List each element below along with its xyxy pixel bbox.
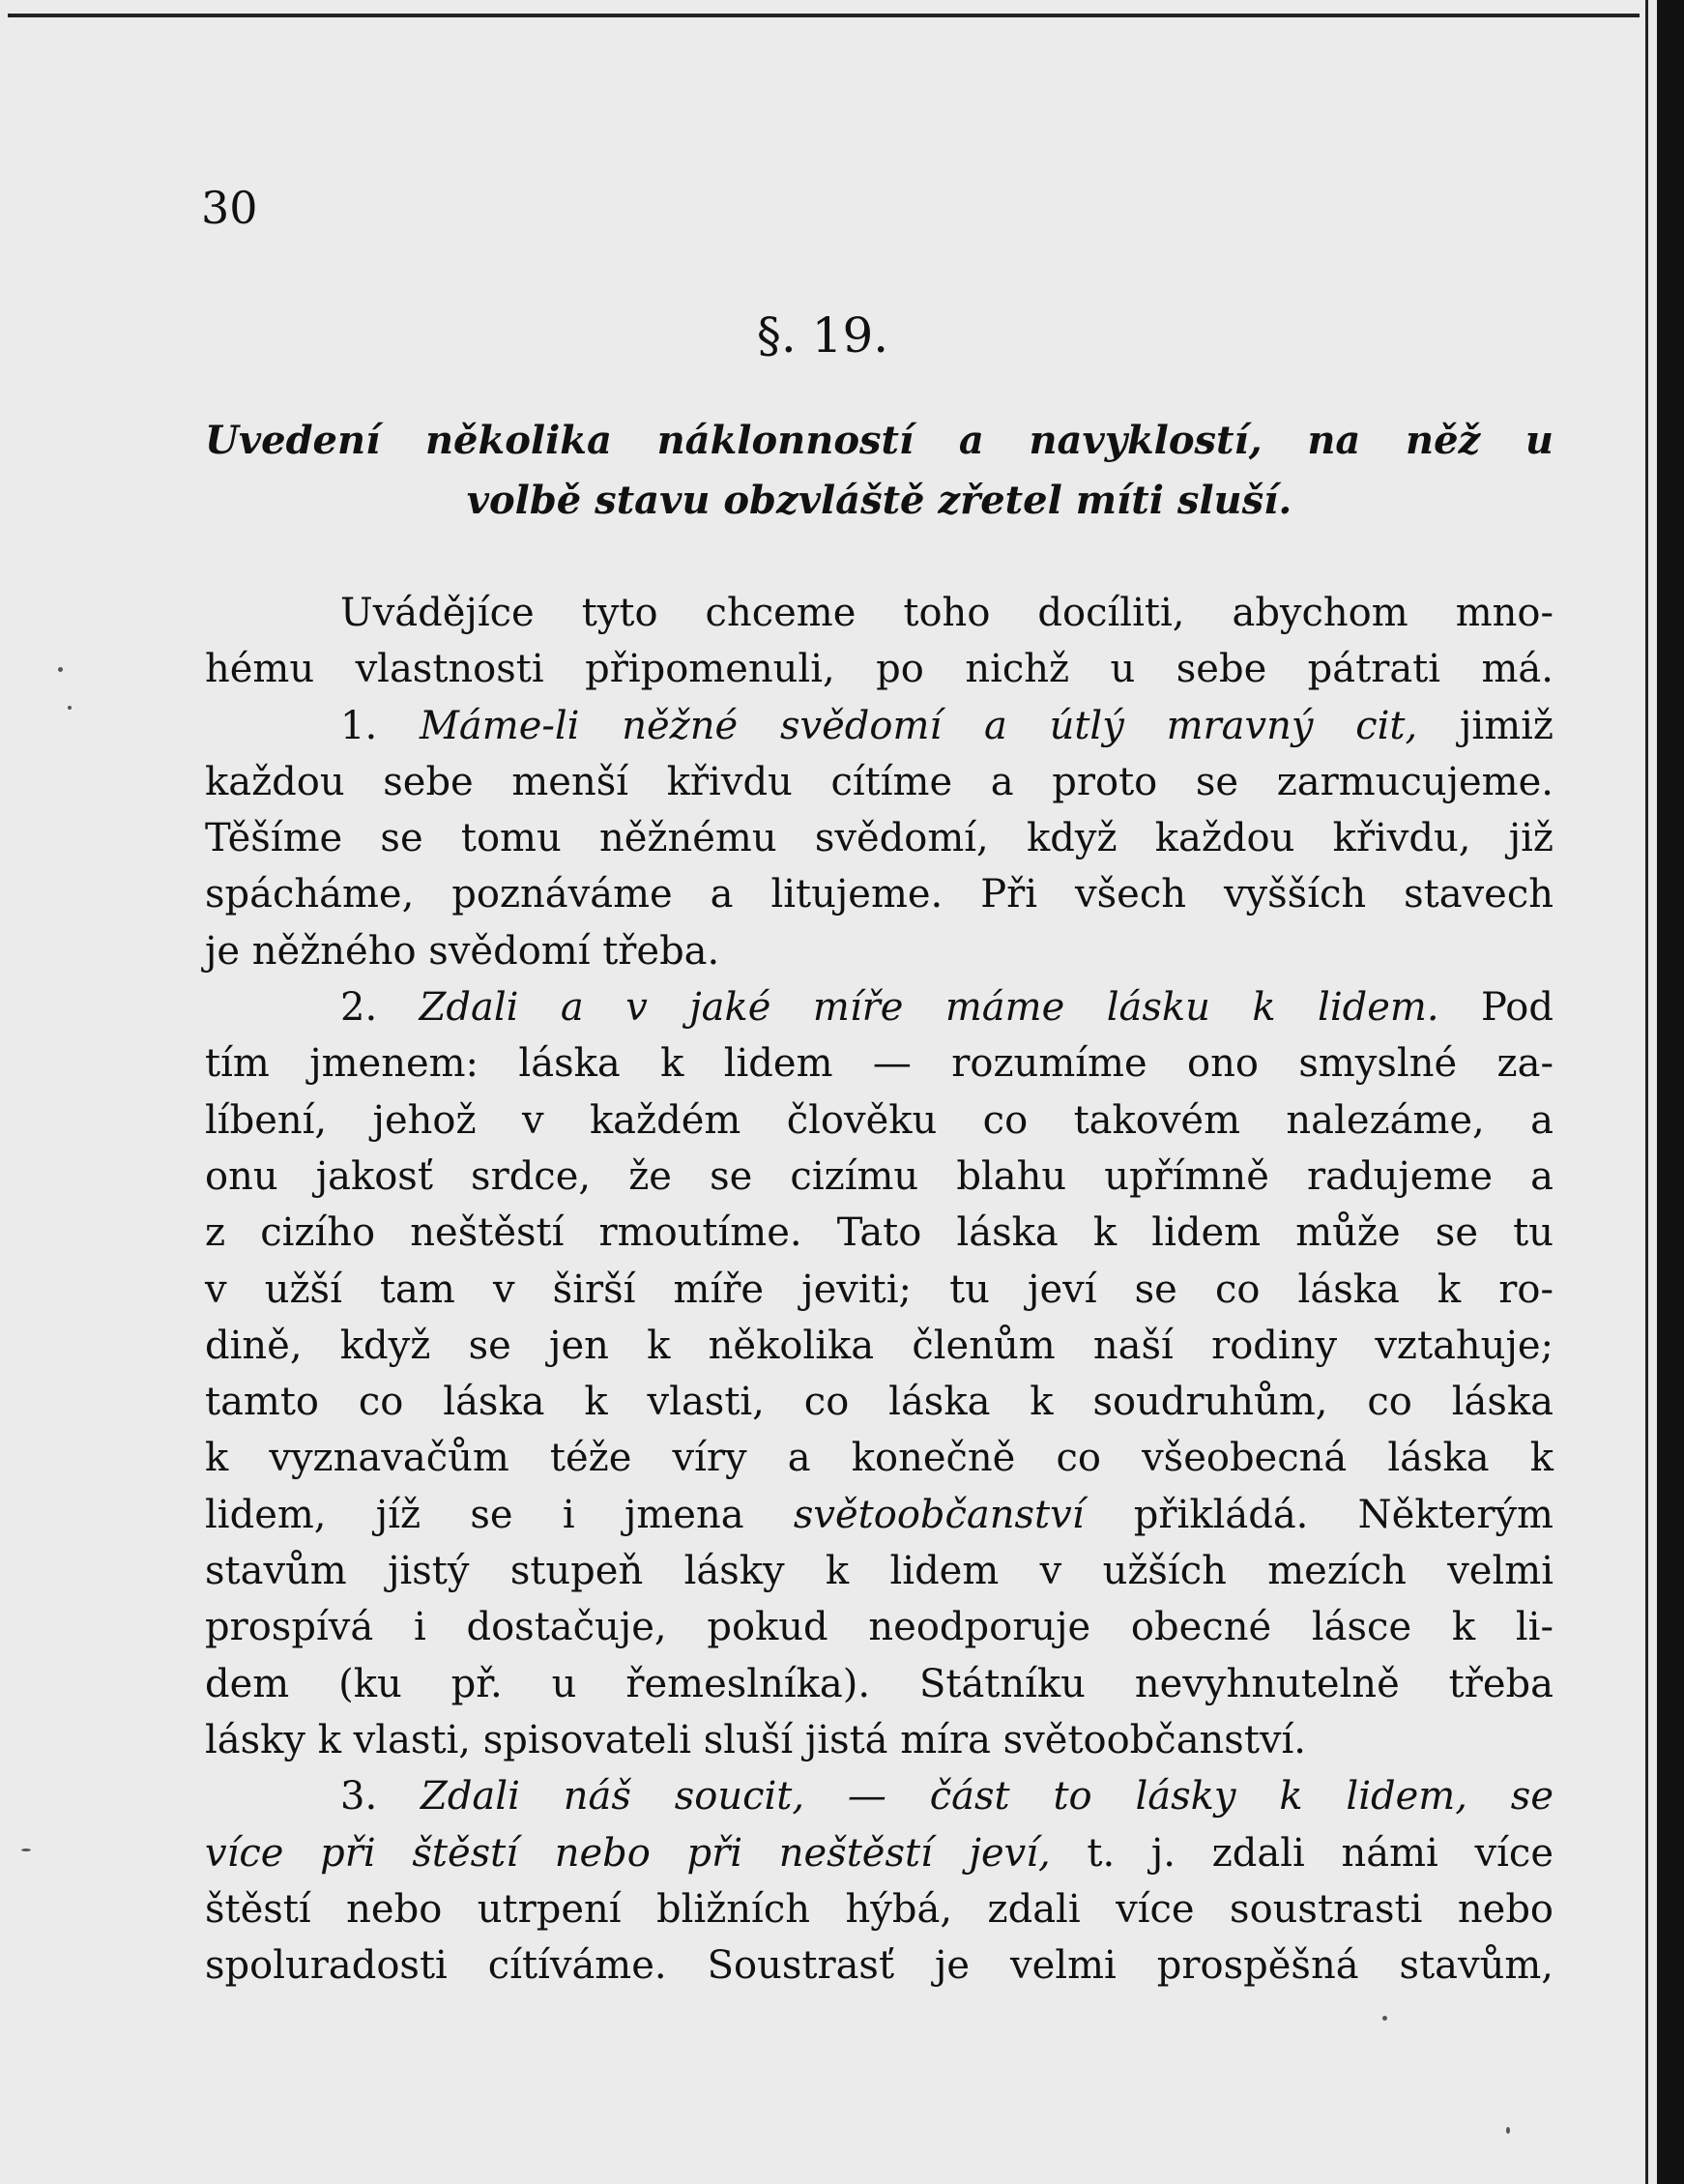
text-line: v užší tam v širší míře jeviti; tu jeví se co láska k ro- <box>205 1267 1553 1312</box>
text-line: štěstí nebo utrpení bližních hýbá, zdali více soustrasti nebo <box>205 1886 1553 1932</box>
text-line: prospívá i dostačuje, pokud neodporuje obecné lásce k li- <box>205 1605 1553 1650</box>
scan-speck <box>1506 2127 1510 2134</box>
body-text <box>205 585 1553 1994</box>
text-line: je něžného svědomí třeba. <box>205 928 720 974</box>
section-heading <box>205 411 1553 531</box>
text-line: 2. Zdali a v jaké míře máme lásku k lidem. Pod <box>340 985 1553 1031</box>
text-line: dem (ku př. u řemeslníka). Státníku nevyhnutelně třeba <box>205 1661 1553 1706</box>
text-line: 1. Máme-li něžné svědomí a útlý mravný cit, jimiž <box>340 703 1553 748</box>
text-line: spácháme, poznáváme a litujeme. Při všech vyšších stavech <box>205 872 1553 917</box>
scan-speck <box>68 706 72 710</box>
text-line: k vyznavačům téže víry a konečně co všeobecná láska k <box>205 1436 1553 1481</box>
scan-right-edge <box>1645 0 1684 2184</box>
text-line: hému vlastnosti připomenuli, po nichž u sebe pátrati má. <box>205 647 1553 692</box>
scan-speck <box>21 1849 31 1851</box>
text-line: stavům jistý stupeň lásky k lidem v užších mezích velmi <box>205 1549 1553 1594</box>
text-line: z cizího neštěstí rmoutíme. Tato láska k lidem může se tu <box>205 1210 1553 1256</box>
heading-line: volbě stavu obzvláště zřetel míti sluší. <box>466 478 1292 523</box>
text-line: Těšíme se tomu něžnému svědomí, když každou křivdu, již <box>205 816 1553 861</box>
text-line: lidem, jíž se i jmena světoobčanství přikládá. Některým <box>205 1492 1553 1537</box>
page-number: 30 <box>201 182 258 234</box>
text-line: lásky k vlasti, spisovateli sluší jistá míra světoobčanství. <box>205 1717 1307 1762</box>
text-line: spoluradosti cítíváme. Soustrasť je velmi prospěšná stavům, <box>205 1943 1553 1989</box>
text-line: více při štěstí nebo při neštěstí jeví, t. j. zdali námi více <box>205 1830 1553 1876</box>
text-line: tím jmenem: láska k lidem — rozumíme ono smyslné za- <box>205 1041 1553 1087</box>
heading-line: Uvedení několika náklonností a navyklostí, na něž u <box>205 418 1553 463</box>
text-line: každou sebe menší křivdu cítíme a proto se zarmucujeme. <box>205 759 1553 804</box>
scan-speck <box>58 667 63 672</box>
text-line: onu jakosť srdce, že se cizímu blahu upřímně radujeme a <box>205 1153 1553 1199</box>
text-line: tamto co láska k vlasti, co láska k soudruhům, co láska <box>205 1380 1553 1425</box>
text-line: dině, když se jen k několika členům naší rodiny vztahuje; <box>205 1323 1553 1368</box>
text-line: Uvádějíce tyto chceme toho docíliti, abychom mno- <box>340 591 1553 635</box>
section-number: §. 19. <box>756 307 889 364</box>
scan-speck <box>1382 2016 1387 2021</box>
scan-top-edge <box>8 14 1640 17</box>
text-line: líbení, jehož v každém člověku co takovém nalezáme, a <box>205 1097 1553 1143</box>
text-line: 3. Zdali náš soucit, — část to lásky k lidem, se <box>340 1774 1553 1820</box>
